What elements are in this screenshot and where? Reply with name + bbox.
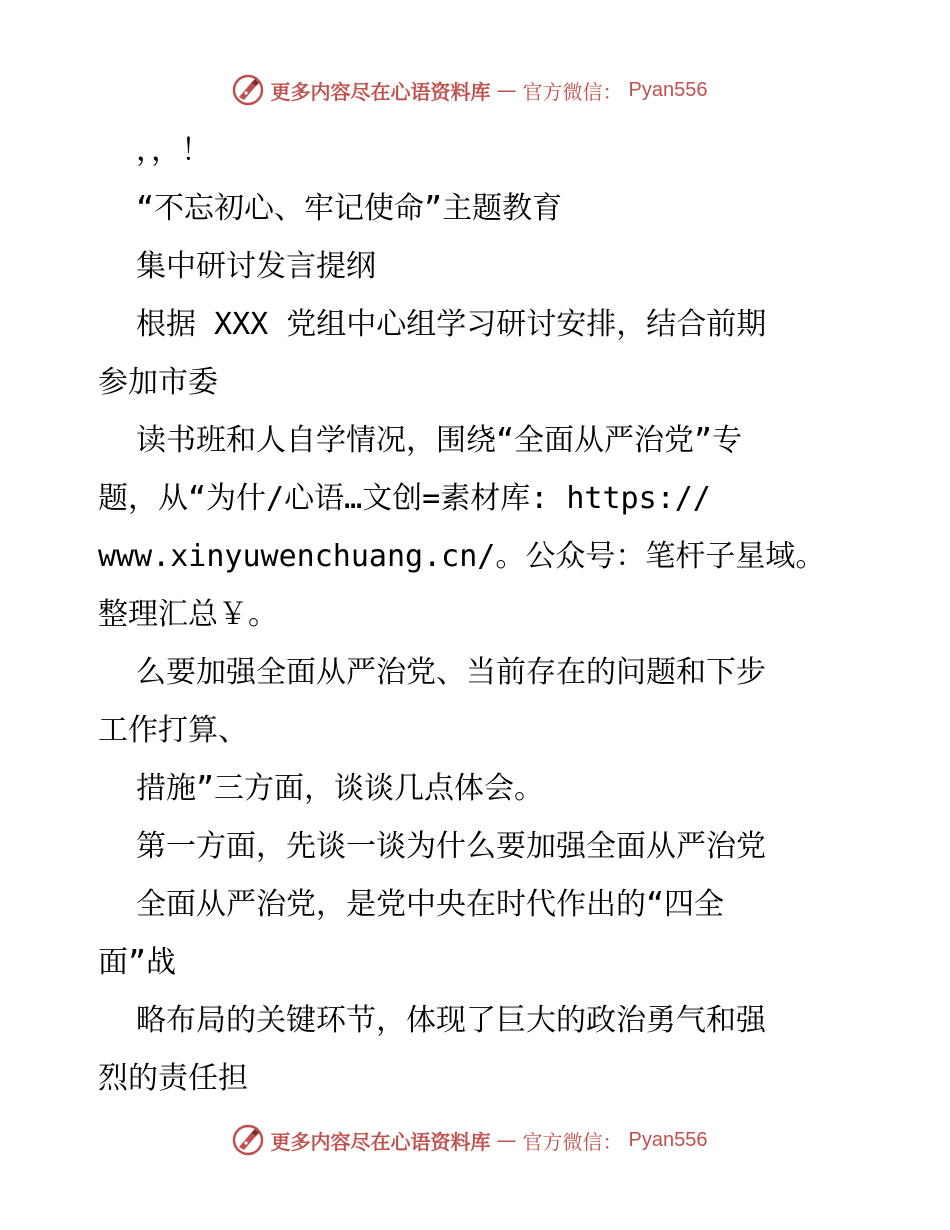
header-banner-content xyxy=(231,73,708,107)
footer-banner xyxy=(0,1120,950,1160)
banner-wechat-label: 官方微信： xyxy=(522,1129,623,1154)
footer-banner-content xyxy=(231,1123,708,1157)
text-line: 题，从“为什/心语…文创=素材库: https:// xyxy=(98,481,711,516)
text-line: 全面从严治党，是党中央在时代作出的“四全 xyxy=(136,887,725,922)
banner-brand-text: 更多内容尽在心语资料库 xyxy=(270,79,491,104)
text-line: 读书班和人自学情况，围绕“全面从严治党”专 xyxy=(136,423,743,458)
banner-wechat-id: Pyan556 xyxy=(628,78,708,101)
text-line: 烈的责任担 xyxy=(98,1061,248,1096)
text-line: 整理汇总￥。 xyxy=(98,597,278,632)
pen-nib-logo-icon xyxy=(231,1123,265,1157)
banner-dash: — xyxy=(496,1128,517,1152)
header-banner xyxy=(0,70,950,110)
text-line: 工作打算、 xyxy=(98,713,248,748)
text-line: ，，！ xyxy=(136,133,211,168)
document-title: “不忘初心、牢记使命”主题教育 xyxy=(136,191,563,226)
section-heading: 第一方面，先谈一谈为什么要加强全面从严治党 xyxy=(136,829,766,864)
pen-nib-logo-icon xyxy=(231,73,265,107)
text-line: 参加市委 xyxy=(98,365,218,400)
text-line: 面”战 xyxy=(98,945,177,980)
text-line: 根据 XXX 党组中心组学习研讨安排，结合前期 xyxy=(136,307,767,342)
document-subtitle: 集中研讨发言提纲 xyxy=(136,249,376,284)
text-line: 略布局的关键环节，体现了巨大的政治勇气和强 xyxy=(136,1003,766,1038)
banner-brand-text: 更多内容尽在心语资料库 xyxy=(270,1129,491,1154)
banner-wechat-id: Pyan556 xyxy=(628,1128,708,1151)
text-line: 么要加强全面从严治党、当前存在的问题和下步 xyxy=(136,655,766,690)
document-body xyxy=(98,122,858,1108)
banner-dash: — xyxy=(496,78,517,102)
banner-wechat-label: 官方微信： xyxy=(522,79,623,104)
text-line: www.xinyuwenchuang.cn/。公众号：笔杆子星域。 xyxy=(98,539,826,574)
text-line: 措施”三方面，谈谈几点体会。 xyxy=(136,771,545,806)
